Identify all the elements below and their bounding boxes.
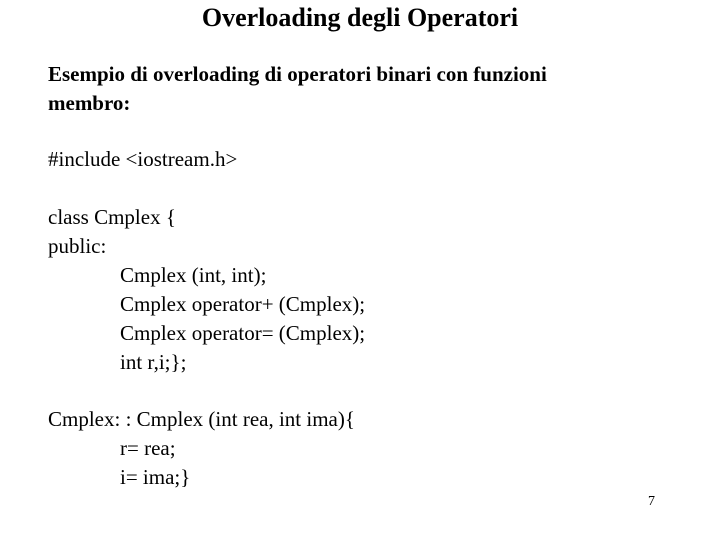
page-number: 7 [648,494,655,509]
slide-title: Overloading degli Operatori [201,3,519,32]
intro-line: Esempio di overloading di operatori binari con funzioni [48,62,547,86]
code-line: Cmplex: : Cmplex (int rea, int ima){ [48,407,355,431]
code-line: class Cmplex { [48,205,176,229]
code-line: i= ima;} [120,465,191,489]
code-line: public: [48,234,107,258]
code-line: Cmplex (int, int); [120,263,267,287]
code-line: int r,i;}; [120,350,187,374]
code-line: Cmplex operator+ (Cmplex); [120,292,366,316]
intro-text [48,60,668,118]
constructor-definition [48,405,355,492]
class-declaration [48,203,365,377]
intro-line: membro: [48,91,131,115]
code-line: #include <iostream.h> [48,147,238,171]
code-line: r= rea; [120,436,176,460]
include-directive [48,145,237,174]
code-line: Cmplex operator= (Cmplex); [120,321,366,345]
